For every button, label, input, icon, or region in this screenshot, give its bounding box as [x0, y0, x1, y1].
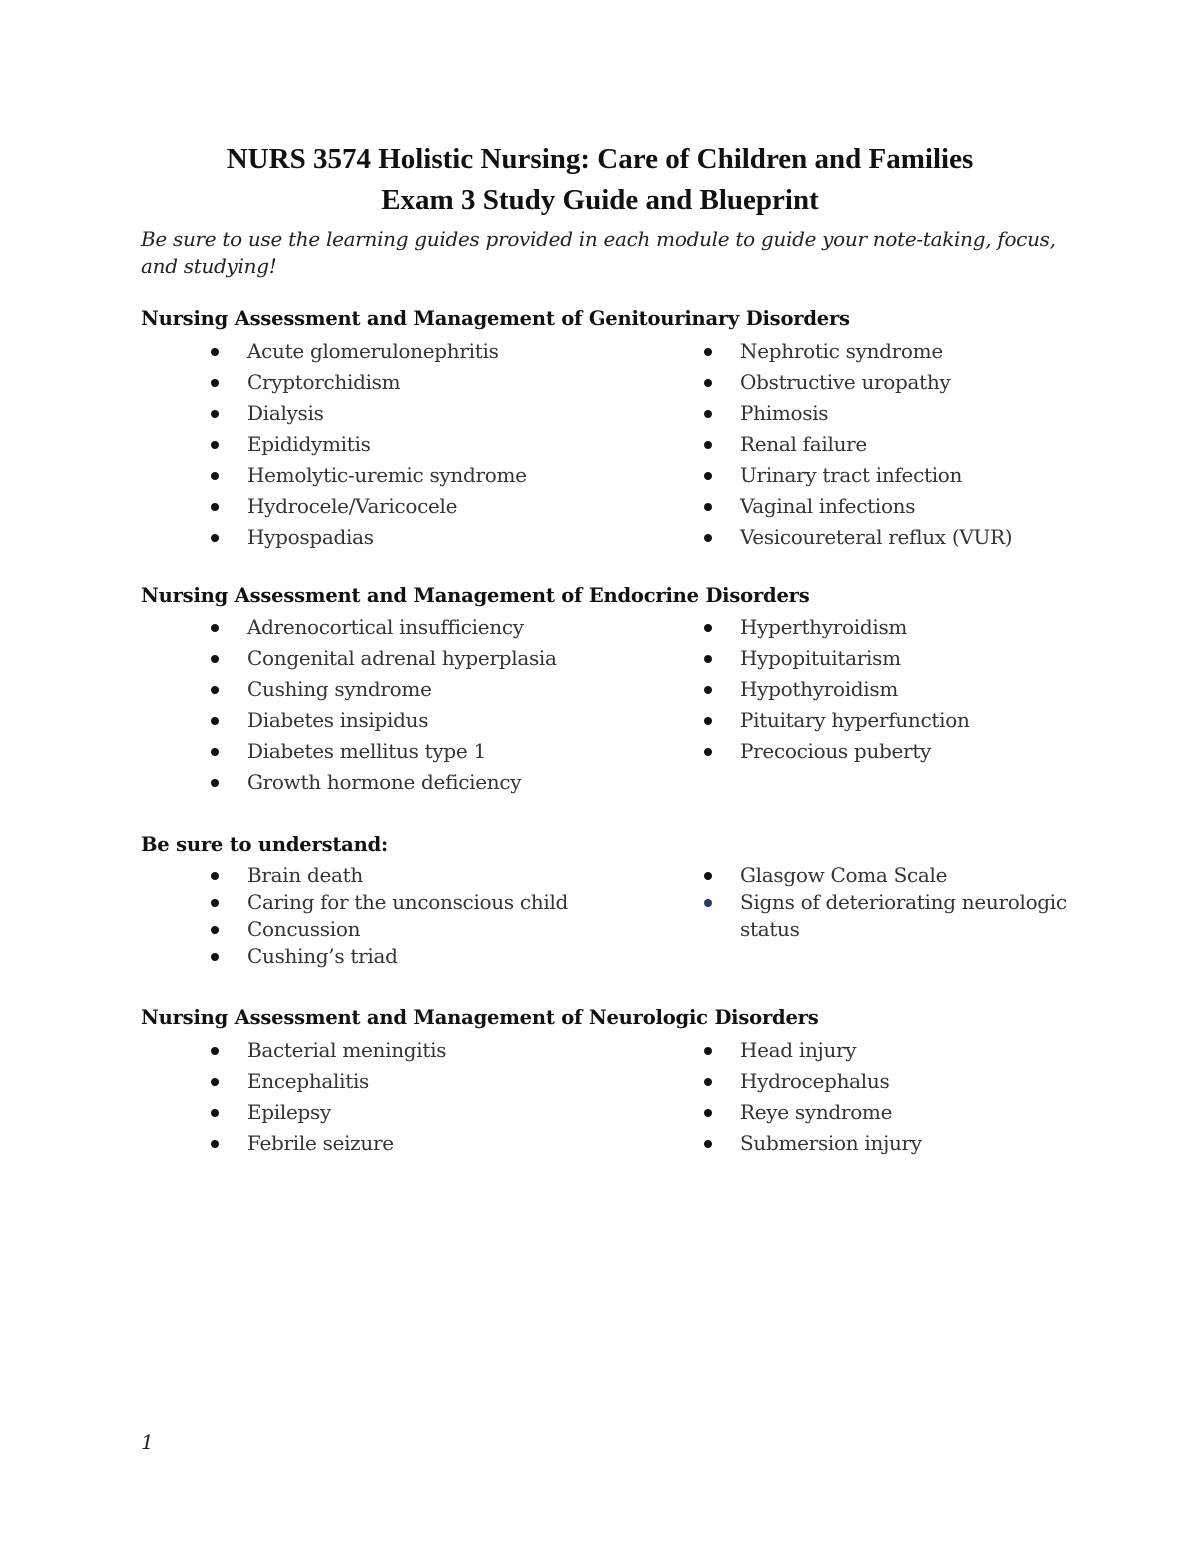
bullet-icon — [704, 748, 712, 756]
section-heading-understand: Be sure to understand: — [141, 833, 389, 856]
list-item: Submersion injury — [704, 1128, 922, 1159]
bullet-icon — [211, 655, 219, 663]
list-item: Vesicoureteral reflux (VUR) — [704, 522, 1012, 553]
list-item: Epilepsy — [211, 1097, 446, 1128]
bullet-icon — [211, 779, 219, 787]
list-item: Hemolytic-uremic syndrome — [211, 460, 527, 491]
list-item: Hydrocele/Varicocele — [211, 491, 527, 522]
list-item: Signs of deteriorating neurologic status — [704, 889, 1070, 943]
list-item: Hydrocephalus — [704, 1066, 922, 1097]
list-item: Phimosis — [704, 398, 1012, 429]
bullet-icon — [211, 926, 219, 934]
page-number: 1 — [141, 1430, 154, 1454]
bullet-icon — [211, 472, 219, 480]
bullet-icon — [211, 1140, 219, 1148]
bullet-icon — [211, 748, 219, 756]
bullet-icon — [211, 534, 219, 542]
bullet-icon — [211, 410, 219, 418]
bullet-icon — [704, 379, 712, 387]
list-item: Acute glomerulonephritis — [211, 336, 527, 367]
bullet-icon — [704, 655, 712, 663]
genitourinary-list-right — [704, 336, 1012, 553]
understand-list-right — [704, 862, 1070, 943]
list-item: Glasgow Coma Scale — [704, 862, 1070, 889]
list-item: Renal failure — [704, 429, 1012, 460]
bullet-icon — [704, 441, 712, 449]
bullet-icon — [704, 1140, 712, 1148]
list-item: Congenital adrenal hyperplasia — [211, 643, 557, 674]
understand-list-left — [211, 862, 568, 970]
bullet-icon — [704, 624, 712, 632]
list-item: Hyperthyroidism — [704, 612, 970, 643]
list-item: Encephalitis — [211, 1066, 446, 1097]
section-heading-endocrine: Nursing Assessment and Management of Endocrine Disorders — [141, 584, 810, 607]
bullet-icon — [211, 441, 219, 449]
bullet-icon — [704, 472, 712, 480]
section-heading-neurologic: Nursing Assessment and Management of Neurologic Disorders — [141, 1006, 819, 1029]
bullet-icon — [704, 410, 712, 418]
bullet-icon — [211, 348, 219, 356]
list-item: Dialysis — [211, 398, 527, 429]
bullet-icon — [704, 1047, 712, 1055]
bullet-icon — [704, 872, 712, 880]
bullet-icon — [704, 503, 712, 511]
list-item: Brain death — [211, 862, 568, 889]
list-item: Diabetes insipidus — [211, 705, 557, 736]
bullet-icon — [211, 717, 219, 725]
bullet-icon — [211, 1109, 219, 1117]
bullet-icon — [211, 686, 219, 694]
bullet-icon — [704, 899, 712, 907]
endocrine-list-left — [211, 612, 557, 798]
list-item: Hypothyroidism — [704, 674, 970, 705]
bullet-icon — [704, 348, 712, 356]
list-item: Vaginal infections — [704, 491, 1012, 522]
bullet-icon — [704, 1078, 712, 1086]
list-item: Precocious puberty — [704, 736, 970, 767]
neurologic-list-right — [704, 1035, 922, 1159]
document-title: NURS 3574 Holistic Nursing: Care of Children and Families — [226, 143, 974, 175]
list-item: Cushing syndrome — [211, 674, 557, 705]
list-item: Pituitary hyperfunction — [704, 705, 970, 736]
bullet-icon — [211, 872, 219, 880]
list-item: Urinary tract infection — [704, 460, 1012, 491]
list-item: Obstructive uropathy — [704, 367, 1012, 398]
bullet-icon — [704, 534, 712, 542]
list-item: Growth hormone deficiency — [211, 767, 557, 798]
bullet-icon — [211, 624, 219, 632]
list-item: Concussion — [211, 916, 568, 943]
section-heading-genitourinary: Nursing Assessment and Management of Genitourinary Disorders — [141, 307, 850, 330]
list-item: Head injury — [704, 1035, 922, 1066]
list-item: Diabetes mellitus type 1 — [211, 736, 557, 767]
bullet-icon — [211, 1047, 219, 1055]
list-item: Epididymitis — [211, 429, 527, 460]
intro-note: Be sure to use the learning guides provided in each module to guide your note-taking, focus, and studying! — [141, 227, 1056, 278]
bullet-icon — [704, 686, 712, 694]
list-item: Hypospadias — [211, 522, 527, 553]
list-item: Reye syndrome — [704, 1097, 922, 1128]
list-item: Caring for the unconscious child — [211, 889, 568, 916]
list-item: Adrenocortical insufficiency — [211, 612, 557, 643]
document-subtitle: Exam 3 Study Guide and Blueprint — [381, 184, 819, 216]
bullet-icon — [211, 503, 219, 511]
bullet-icon — [211, 899, 219, 907]
genitourinary-list-left — [211, 336, 527, 553]
neurologic-list-left — [211, 1035, 446, 1159]
bullet-icon — [704, 1109, 712, 1117]
endocrine-list-right — [704, 612, 970, 767]
list-item: Cryptorchidism — [211, 367, 527, 398]
list-item: Nephrotic syndrome — [704, 336, 1012, 367]
list-item: Hypopituitarism — [704, 643, 970, 674]
bullet-icon — [211, 1078, 219, 1086]
list-item: Cushing’s triad — [211, 943, 568, 970]
bullet-icon — [704, 717, 712, 725]
bullet-icon — [211, 953, 219, 961]
list-item: Febrile seizure — [211, 1128, 446, 1159]
bullet-icon — [211, 379, 219, 387]
list-item: Bacterial meningitis — [211, 1035, 446, 1066]
